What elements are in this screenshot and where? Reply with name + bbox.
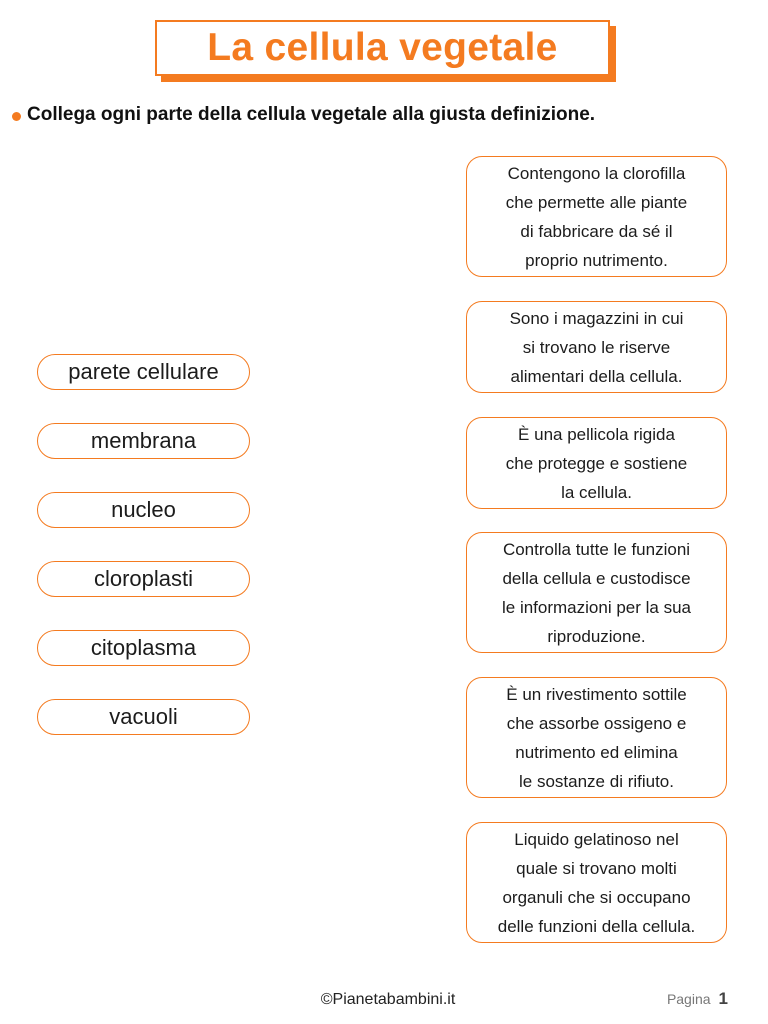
definition-box [466,822,727,943]
page-indicator [667,989,728,1009]
part-cloroplasti: cloroplasti [37,561,250,597]
definition-line: Contengono la clorofilla [507,163,686,183]
definition-line: alimentari della cellula. [510,366,683,386]
part-vacuoli: vacuoli [37,699,250,735]
part-membrana: membrana [37,423,250,459]
definition-line: Liquido gelatinoso nel [514,829,679,849]
page-number: 1 [718,989,728,1008]
page-title: La cellula vegetale [207,26,558,69]
definition-line: delle funzioni della cellula. [497,916,696,936]
definition-line: riproduzione. [547,626,646,646]
definition-line: organuli che si occupano [502,887,691,907]
definition-line: È una pellicola rigida [518,424,675,444]
definition-line: È un rivestimento sottile [506,684,687,704]
definition-line: le informazioni per la sua [502,597,691,617]
definition-line: le sostanze di rifiuto. [519,771,674,791]
part-parete-cellulare: parete cellulare [37,354,250,390]
definition-line: Controlla tutte le funzioni [502,539,691,559]
definition-line: che assorbe ossigeno e [506,713,687,733]
bullet-icon [12,112,21,121]
definition-line: che permette alle piante [505,192,688,212]
definition-line: di fabbricare da sé il [520,221,673,241]
definition-box [466,156,727,277]
part-nucleo: nucleo [37,492,250,528]
definition-line: proprio nutrimento. [525,250,668,270]
title-box [155,20,610,76]
footer-copyright: ©Pianetabambini.it [320,991,456,1008]
instruction [12,102,752,128]
definition-box [466,301,727,393]
definition-line: che protegge e sostiene [505,453,688,473]
definition-line: Sono i magazzini in cui [509,308,684,328]
definition-line: si trovano le riserve [522,337,671,357]
definition-line: della cellula e custodisce [502,568,691,588]
definition-line: nutrimento ed elimina [515,742,678,762]
instruction-text: Collega ogni parte della cellula vegetale alla giusta definizione. [27,104,596,125]
part-citoplasma: citoplasma [37,630,250,666]
definition-box [466,677,727,798]
definition-line: quale si trovano molti [516,858,677,878]
definition-line: la cellula. [561,482,632,502]
page-label: Pagina [666,991,711,1007]
definition-box [466,532,727,653]
definition-box [466,417,727,509]
